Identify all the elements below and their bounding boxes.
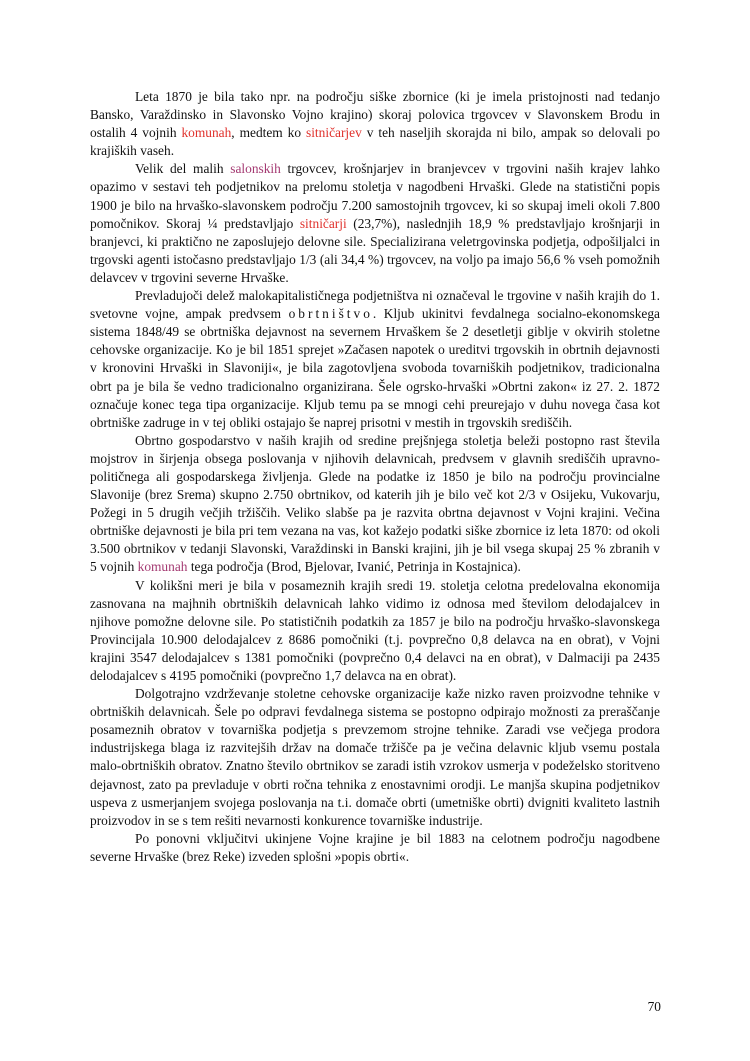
text-run: Dolgotrajno vzdrževanje stoletne cehovske organizacije kaže nizko raven proizvodne tehnike v obrtniških delavnicah. Šele po odpravi fevdalnega sistema se postopno odpirajo možnosti za preraščanje posameznih obratov v tovarniška podjetja s prevzemom strojne tehnike. Zaradi vse večjega prodora industrijskega blaga iz razvitejših držav na domače tržišče pa je večina delavnic kljub vsemu postala malo-obrtniških obratov. Znatno število obrtnikov se zaradi istih vzrokov usmerja v podeželsko storitveno dejavnost, zato pa prevladuje v obrti ročna tehnika z enostavnimi orodji. Le manjša skupina podjetnikov uspeva z usmerjanjem svojega poslovanja na t.i. domače obrti (umetniške obrti) dvigniti kvaliteto lastnih proizvodov in se s tem rešiti nevarnosti konkurence tovarniške industrije. — [90, 686, 660, 828]
paragraph — [90, 830, 660, 866]
text-run: trgovcev, krošnjarjev in branjevcev v trgovini naših krajev lahko opazimo v sestavi teh podjetnikov na prelomu stoletja v nagodbeni Hrvaški. Glede na statistični popis 1900 je bilo na hrvaško-slavonskem področju 7.200 samostojnih trgovcev, ki so skupaj imeli okoli 7.800 pomočnikov. Skoraj ¼ predstavljajo — [90, 161, 660, 231]
paragraph — [90, 88, 660, 160]
text-run: (23,7%), naslednjih 18,9 % predstavljajo krošnjarji in branjevci, ki praktično ne zaposlujejo delovne sile. Specializirana veletrgovinska podjetja, odpošiljalci in trgovski agenti istočasno predstavljajo 1/3 (ali 34,4 %) trgovcev, na voljo pa imajo 56,6 % vseh pomožnih delavcev v trgovini severne Hrvaške. — [90, 215, 660, 285]
paragraph — [90, 287, 660, 432]
highlighted-term: komunah — [181, 125, 232, 141]
highlighted-term: sitničarji — [299, 215, 347, 231]
text-run: Leta 1870 je bila tako npr. na področju siške zbornice (ki je imela pristojnosti nad tedanjo Bansko, Varaždinsko in Slavonsko Vojno krajino) skoraj polovica trgovcev v Slavonskem Brodu in ostalih 4 vojnih — [90, 89, 660, 141]
text-run: . Kljub ukinitvi fevdalnega socialno-ekonomskega sistema 1848/49 se obrtniška dejavnost na severnem Hrvaškem še 2 desetletji giblje v okvirih stoletne cehovske organizacije. Ko je bil 1851 sprejet »Začasen napotek o ureditvi trgovskih in obrtnih dejavnosti v kronovini Hrvaški in Slavoniji«, je bila zagotovljena svoboda tovarniških podjetnikov, tradicionalna obrt pa je bila še vedno tradicionalno organizirana. Šele ogrsko-hrvaški »Obrtni zakon« iz 27. 2. 1872 označuje konec tega tipa organizacije. Kljub temu pa se mnogi cehi preurejajo v duhu novega časa kot obrtniške zadruge in v tej obliki ostajajo še naprej prisotni v mestih in trgovskih središčih. — [90, 306, 660, 430]
text-run: , medtem ko — [231, 125, 306, 141]
highlighted-term: sitničarjev — [306, 125, 362, 141]
text-run: Po ponovni vključitvi ukinjene Vojne krajine je bil 1883 na celotnem področju nagodbene severne Hrvaške (brez Reke) izveden splošni »popis obrti«. — [90, 830, 660, 864]
emphasized-term: obrtništvo — [288, 306, 373, 322]
paragraph — [90, 432, 660, 577]
text-run: v teh naseljih skorajda ni bilo, ampak so delovali po krajiških vaseh. — [90, 125, 660, 159]
page-number: 70 — [647, 999, 661, 1014]
text-run: Velik del malih — [135, 161, 231, 177]
text-run: tega področja (Brod, Bjelovar, Ivanić, Petrinja in Kostajnica). — [187, 559, 521, 575]
text-run: Prevladujoči delež malokapitalističnega podjetništva ni označeval le trgovine v naših krajih do 1. svetovne vojne, ampak predvsem — [90, 288, 660, 322]
text-run: Obrtno gospodarstvo v naših krajih od sredine prejšnjega stoletja beleži postopno rast števila mojstrov in širjenja obsega poslovanja v njihovih delavnicah, predvsem v glavnih središčih upravno-političnega ali gospodarskega življenja. Glede na podatke iz 1850 je bilo na področju provincialne Slavonije (brez Srema) skupno 2.750 obrtnikov, od katerih jih je bilo več kot 2/3 v Osijeku, Vukovarju, Požegi in 5 drugih večjih tržiščih. Veliko slabše pa je razvita obrtna dejavnost v Vojni krajini. Večina obrtniške dejavnosti je bila pri tem vezana na vas, kot kažejo podatki siške zbornice iz leta 1870: od okoli 3.500 obrtnikov v tedanji Slavonski, Varaždinski in Banski krajini, jih je bil vsega skupaj 25 % zbranih v 5 vojnih — [90, 432, 660, 575]
highlighted-term: komunah — [137, 559, 188, 575]
paragraph — [90, 685, 660, 830]
paragraph — [90, 160, 660, 287]
paragraph — [90, 577, 660, 686]
highlighted-term: salonskih — [230, 161, 281, 177]
document-body — [90, 88, 660, 866]
text-run: V kolikšni meri je bila v posameznih krajih sredi 19. stoletja celotna predelovalna ekonomija zasnovana na majhnih obrtniških delavnicah lahko vidimo iz odnosa med številom delodajalcev in njihove pomožne delovne sile. Po statističnih podatkih za 1857 je bilo na področju hrvaško-slavonskega Provincijala 10.900 delodajalcev z 8686 pomočniki (t.j. povprečno 0,8 delavca na en obrat), v Vojni krajini 3547 delodajalcev s 1381 pomočniki (povprečno 0,4 delavci na en obrat), v Dalmaciji pa 2435 delodajalcev s 4195 pomočniki (povprečno 1,7 delavca na en obrat). — [90, 577, 660, 683]
